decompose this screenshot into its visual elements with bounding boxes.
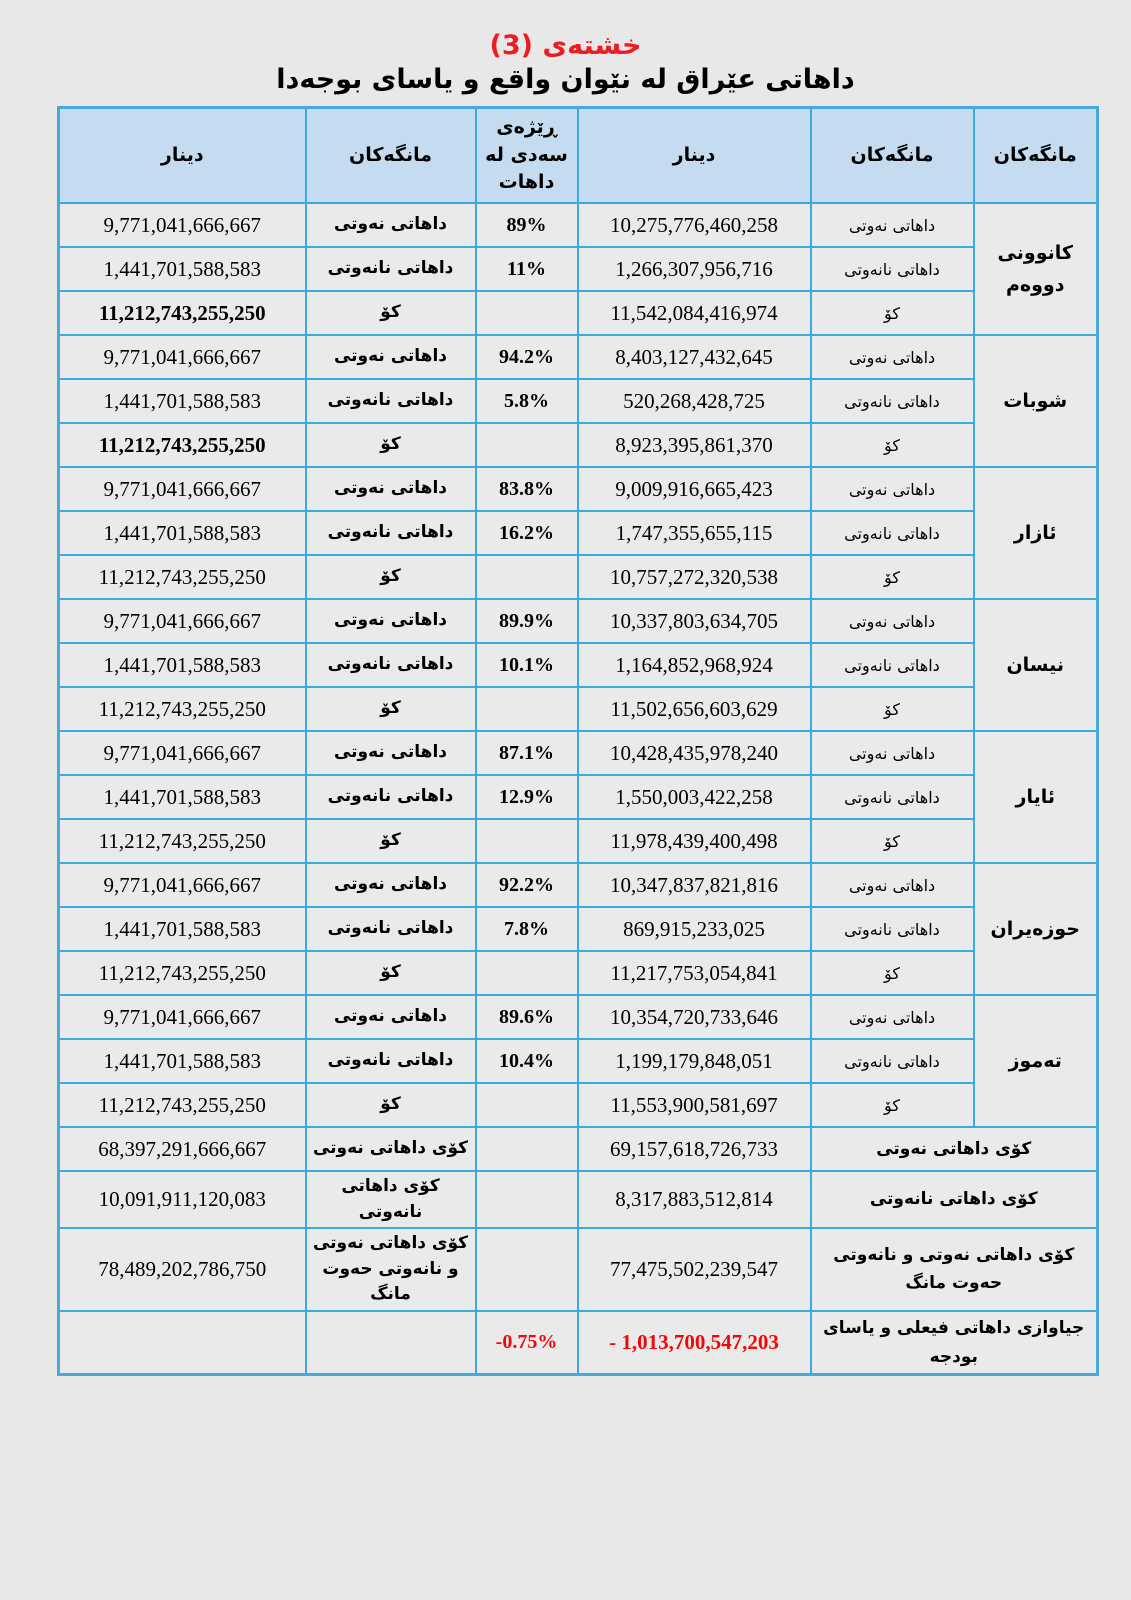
month-cell: حوزەیران bbox=[974, 863, 1098, 995]
law-dinar-cell: 9,771,041,666,667 bbox=[59, 467, 306, 511]
law-dinar-total-cell: 11,212,743,255,250 bbox=[59, 423, 306, 467]
actual-label-cell: داهاتی نەوتی bbox=[811, 467, 974, 511]
law-label-cell: كۆ bbox=[306, 423, 476, 467]
actual-label-cell: كۆ bbox=[811, 423, 974, 467]
table-row bbox=[59, 291, 1098, 335]
law-label-cell: كۆی داهاتی نانەوتی bbox=[306, 1171, 476, 1228]
summary-row-oil-total bbox=[59, 1127, 1098, 1171]
actual-label-cell: داهاتی نانەوتی bbox=[811, 643, 974, 687]
table-row bbox=[59, 247, 1098, 291]
table-row bbox=[59, 379, 1098, 423]
law-dinar-cell: 9,771,041,666,667 bbox=[59, 731, 306, 775]
header-percent: ڕێژەی سەدی له داهات bbox=[476, 108, 578, 204]
percent-difference-cell: -0.75% bbox=[476, 1311, 578, 1375]
law-dinar-cell: 1,441,701,588,583 bbox=[59, 775, 306, 819]
table-row bbox=[59, 863, 1098, 907]
law-label-cell bbox=[306, 1311, 476, 1375]
actual-label-cell: كۆ bbox=[811, 687, 974, 731]
month-cell: ئازار bbox=[974, 467, 1098, 599]
table-row bbox=[59, 467, 1098, 511]
actual-label-cell: كۆ bbox=[811, 819, 974, 863]
law-label-cell: داهاتی نەوتی bbox=[306, 863, 476, 907]
month-cell: تەموز bbox=[974, 995, 1098, 1127]
percent-cell bbox=[476, 1228, 578, 1311]
table-row bbox=[59, 1039, 1098, 1083]
summary-label-cell: جیاوازی داهاتی فیعلی و یاسای بودجه bbox=[811, 1311, 1098, 1375]
actual-dinar-cell: 10,337,803,634,705 bbox=[578, 599, 811, 643]
law-dinar-total-cell: 11,212,743,255,250 bbox=[59, 951, 306, 995]
header-month-names: مانگەکان bbox=[974, 108, 1098, 204]
percent-cell: 89.9% bbox=[476, 599, 578, 643]
month-cell: نیسان bbox=[974, 599, 1098, 731]
actual-label-cell: داهاتی نانەوتی bbox=[811, 247, 974, 291]
actual-label-cell: داهاتی نانەوتی bbox=[811, 511, 974, 555]
actual-label-cell: داهاتی نەوتی bbox=[811, 863, 974, 907]
actual-label-cell: داهاتی نانەوتی bbox=[811, 775, 974, 819]
summary-row-seven-month-total bbox=[59, 1228, 1098, 1311]
percent-cell: 10.1% bbox=[476, 643, 578, 687]
law-label-cell: داهاتی نانەوتی bbox=[306, 907, 476, 951]
actual-dinar-cell: 1,266,307,956,716 bbox=[578, 247, 811, 291]
actual-dinar-cell: 8,403,127,432,645 bbox=[578, 335, 811, 379]
law-label-cell: كۆ bbox=[306, 291, 476, 335]
actual-dinar-cell: 10,428,435,978,240 bbox=[578, 731, 811, 775]
header-months-actual: مانگەکان bbox=[811, 108, 974, 204]
percent-cell bbox=[476, 555, 578, 599]
law-label-cell: كۆ bbox=[306, 1083, 476, 1127]
law-dinar-cell: 9,771,041,666,667 bbox=[59, 863, 306, 907]
law-dinar-cell: 9,771,041,666,667 bbox=[59, 995, 306, 1039]
percent-cell bbox=[476, 951, 578, 995]
actual-dinar-total-cell: 11,502,656,603,629 bbox=[578, 687, 811, 731]
percent-cell: 89% bbox=[476, 203, 578, 247]
law-label-cell: داهاتی نانەوتی bbox=[306, 511, 476, 555]
summary-row-nonoil-total bbox=[59, 1171, 1098, 1228]
actual-dinar-cell: 869,915,233,025 bbox=[578, 907, 811, 951]
actual-dinar-cell: 9,009,916,665,423 bbox=[578, 467, 811, 511]
table-row bbox=[59, 555, 1098, 599]
table-row bbox=[59, 423, 1098, 467]
table-row bbox=[59, 995, 1098, 1039]
law-dinar-total-cell: 11,212,743,255,250 bbox=[59, 291, 306, 335]
law-dinar-cell: 1,441,701,588,583 bbox=[59, 379, 306, 423]
percent-cell: 7.8% bbox=[476, 907, 578, 951]
actual-dinar-cell: 8,317,883,512,814 bbox=[578, 1171, 811, 1228]
actual-dinar-cell: 77,475,502,239,547 bbox=[578, 1228, 811, 1311]
law-dinar-cell: 10,091,911,120,083 bbox=[59, 1171, 306, 1228]
actual-label-cell: كۆ bbox=[811, 291, 974, 335]
actual-label-cell: داهاتی نەوتی bbox=[811, 599, 974, 643]
percent-cell: 83.8% bbox=[476, 467, 578, 511]
law-label-cell: داهاتی نەوتی bbox=[306, 731, 476, 775]
law-dinar-cell: 1,441,701,588,583 bbox=[59, 643, 306, 687]
law-label-cell: كۆ bbox=[306, 819, 476, 863]
actual-label-cell: داهاتی نانەوتی bbox=[811, 379, 974, 423]
percent-cell bbox=[476, 423, 578, 467]
percent-cell: 94.2% bbox=[476, 335, 578, 379]
title-block bbox=[0, 0, 1131, 97]
actual-label-cell: داهاتی نانەوتی bbox=[811, 1039, 974, 1083]
actual-label-cell: داهاتی نانەوتی bbox=[811, 907, 974, 951]
law-label-cell: داهاتی نەوتی bbox=[306, 335, 476, 379]
law-dinar-cell: 1,441,701,588,583 bbox=[59, 511, 306, 555]
percent-cell: 92.2% bbox=[476, 863, 578, 907]
percent-cell: 10.4% bbox=[476, 1039, 578, 1083]
law-label-cell: داهاتی نانەوتی bbox=[306, 247, 476, 291]
percent-cell: 16.2% bbox=[476, 511, 578, 555]
percent-cell: 11% bbox=[476, 247, 578, 291]
law-label-cell: كۆی داهاتی نەوتی bbox=[306, 1127, 476, 1171]
law-label-cell: داهاتی نەوتی bbox=[306, 467, 476, 511]
actual-dinar-cell: 1,550,003,422,258 bbox=[578, 775, 811, 819]
law-label-cell: داهاتی نەوتی bbox=[306, 995, 476, 1039]
actual-label-cell: كۆ bbox=[811, 951, 974, 995]
actual-label-cell: داهاتی نەوتی bbox=[811, 995, 974, 1039]
law-label-cell: داهاتی نەوتی bbox=[306, 599, 476, 643]
law-label-cell: كۆ bbox=[306, 951, 476, 995]
percent-cell bbox=[476, 291, 578, 335]
summary-label-cell: كۆی داهاتی نانەوتی bbox=[811, 1171, 1098, 1228]
actual-dinar-cell: 1,747,355,655,115 bbox=[578, 511, 811, 555]
actual-label-cell: كۆ bbox=[811, 555, 974, 599]
table-row bbox=[59, 775, 1098, 819]
header-months-law: مانگەکان bbox=[306, 108, 476, 204]
actual-dinar-total-cell: 11,978,439,400,498 bbox=[578, 819, 811, 863]
law-dinar-cell: 1,441,701,588,583 bbox=[59, 1039, 306, 1083]
month-cell: كانوونى دووەم bbox=[974, 203, 1098, 335]
actual-dinar-total-cell: 10,757,272,320,538 bbox=[578, 555, 811, 599]
law-dinar-cell: 1,441,701,588,583 bbox=[59, 247, 306, 291]
law-label-cell: كۆ bbox=[306, 555, 476, 599]
actual-dinar-cell: 10,275,776,460,258 bbox=[578, 203, 811, 247]
law-dinar-total-cell: 11,212,743,255,250 bbox=[59, 687, 306, 731]
law-label-cell: داهاتی نانەوتی bbox=[306, 775, 476, 819]
actual-dinar-total-cell: 11,553,900,581,697 bbox=[578, 1083, 811, 1127]
table-row bbox=[59, 951, 1098, 995]
table-row bbox=[59, 687, 1098, 731]
table-row bbox=[59, 907, 1098, 951]
law-dinar-cell: 68,397,291,666,667 bbox=[59, 1127, 306, 1171]
table-row bbox=[59, 511, 1098, 555]
actual-dinar-cell: 1,164,852,968,924 bbox=[578, 643, 811, 687]
percent-cell: 12.9% bbox=[476, 775, 578, 819]
month-cell: ئایار bbox=[974, 731, 1098, 863]
table-main-title: داهاتی عێراق له نێوان واقع و یاسای بوجەدا bbox=[276, 64, 855, 96]
summary-label-cell: كۆی داهاتی نەوتی bbox=[811, 1127, 1098, 1171]
law-dinar-cell: 1,441,701,588,583 bbox=[59, 907, 306, 951]
header-dinar-law: دینار bbox=[59, 108, 306, 204]
summary-row-difference bbox=[59, 1311, 1098, 1375]
header-row bbox=[59, 108, 1098, 204]
table-row bbox=[59, 203, 1098, 247]
percent-cell: 89.6% bbox=[476, 995, 578, 1039]
law-label-cell: داهاتی نانەوتی bbox=[306, 643, 476, 687]
revenue-comparison-table bbox=[57, 106, 1099, 1376]
percent-cell bbox=[476, 1083, 578, 1127]
law-dinar-total-cell: 11,212,743,255,250 bbox=[59, 1083, 306, 1127]
percent-cell bbox=[476, 687, 578, 731]
law-dinar-cell bbox=[59, 1311, 306, 1375]
table-row bbox=[59, 731, 1098, 775]
percent-cell bbox=[476, 1171, 578, 1228]
table-row bbox=[59, 643, 1098, 687]
law-dinar-cell: 78,489,202,786,750 bbox=[59, 1228, 306, 1311]
percent-cell: 87.1% bbox=[476, 731, 578, 775]
actual-dinar-cell: 1,199,179,848,051 bbox=[578, 1039, 811, 1083]
actual-label-cell: كۆ bbox=[811, 1083, 974, 1127]
actual-dinar-cell: 520,268,428,725 bbox=[578, 379, 811, 423]
month-cell: شوبات bbox=[974, 335, 1098, 467]
actual-dinar-cell: 10,347,837,821,816 bbox=[578, 863, 811, 907]
law-label-cell: داهاتی نانەوتی bbox=[306, 379, 476, 423]
percent-cell bbox=[476, 1127, 578, 1171]
table-row bbox=[59, 335, 1098, 379]
actual-dinar-total-cell: 8,923,395,861,370 bbox=[578, 423, 811, 467]
actual-dinar-total-cell: 11,542,084,416,974 bbox=[578, 291, 811, 335]
table-row bbox=[59, 599, 1098, 643]
table-number-title: خشتەی (3) bbox=[489, 30, 642, 61]
law-dinar-total-cell: 11,212,743,255,250 bbox=[59, 819, 306, 863]
summary-label-cell: كۆی داهاتی نەوتی و نانەوتی حەوت مانگ bbox=[811, 1228, 1098, 1311]
actual-label-cell: داهاتی نەوتی bbox=[811, 335, 974, 379]
actual-dinar-total-cell: 11,217,753,054,841 bbox=[578, 951, 811, 995]
actual-dinar-cell: 69,157,618,726,733 bbox=[578, 1127, 811, 1171]
law-dinar-cell: 9,771,041,666,667 bbox=[59, 599, 306, 643]
law-label-cell: كۆی داهاتی نەوتی و نانەوتی حەوت مانگ bbox=[306, 1228, 476, 1311]
percent-cell: 5.8% bbox=[476, 379, 578, 423]
table-row bbox=[59, 819, 1098, 863]
law-label-cell: داهاتی نانەوتی bbox=[306, 1039, 476, 1083]
law-dinar-total-cell: 11,212,743,255,250 bbox=[59, 555, 306, 599]
percent-cell bbox=[476, 819, 578, 863]
actual-label-cell: داهاتی نەوتی bbox=[811, 731, 974, 775]
law-label-cell: داهاتی نەوتی bbox=[306, 203, 476, 247]
header-dinar-actual: دینار bbox=[578, 108, 811, 204]
actual-dinar-cell: 10,354,720,733,646 bbox=[578, 995, 811, 1039]
table-row bbox=[59, 1083, 1098, 1127]
actual-label-cell: داهاتی نەوتی bbox=[811, 203, 974, 247]
actual-difference-cell: - 1,013,700,547,203 bbox=[578, 1311, 811, 1375]
law-dinar-cell: 9,771,041,666,667 bbox=[59, 203, 306, 247]
law-dinar-cell: 9,771,041,666,667 bbox=[59, 335, 306, 379]
law-label-cell: كۆ bbox=[306, 687, 476, 731]
